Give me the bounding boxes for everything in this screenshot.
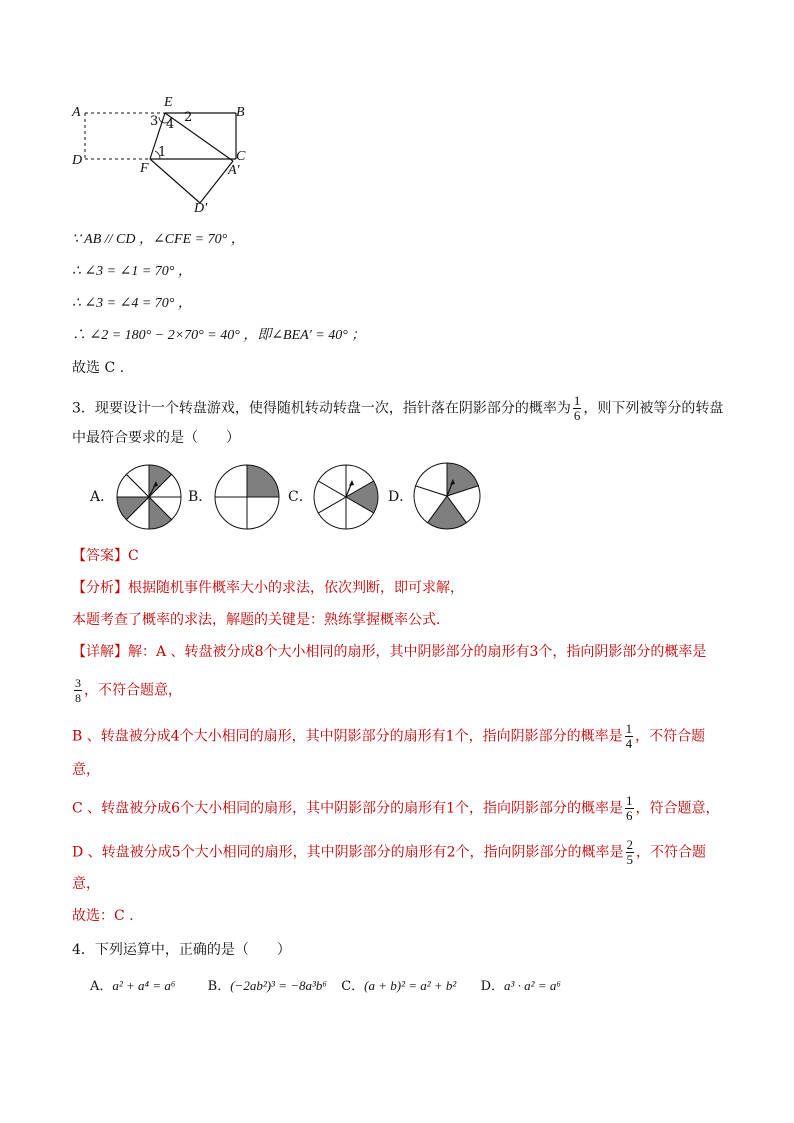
detail-b-frac-den: 4 [625, 736, 633, 751]
q4-option-B-label: B． [207, 979, 231, 994]
label-B: B [236, 105, 245, 120]
detail-c-frac-num: 1 [626, 793, 633, 808]
q4-option-C-label: C． [341, 979, 365, 994]
q3-final: 故选：C . [72, 908, 134, 924]
detail-a-2: 个大小相同的扇形，其中阴影部分的扇形有 [263, 644, 530, 660]
detail-c-m: 1 [446, 800, 456, 817]
angle-4-label: 4 [166, 117, 175, 132]
detail-c-4: ，符合题意， [635, 800, 720, 817]
option-C-label: C． [288, 489, 313, 505]
detail-b-4: ，不符合题 [635, 728, 706, 745]
q3-detail-D-2: 意， [72, 876, 100, 892]
answer-tag: 【答案】 [72, 548, 128, 564]
detail-a-fraction [74, 676, 82, 705]
q3-frac-num: 1 [573, 393, 581, 408]
q3-answer [72, 546, 139, 566]
spinner-A [116, 464, 182, 534]
detail-b-n: 4 [170, 728, 180, 745]
label-C: C [236, 149, 246, 164]
proof-line-2: ∴ ∠3 = ∠1 = 70° ， [72, 264, 192, 279]
detail-d-fraction [626, 838, 635, 867]
q4-stem: 4．下列运算中，正确的是（ ） [72, 942, 291, 958]
label-D: D [72, 153, 83, 168]
angle-3-label: 3 [150, 114, 159, 129]
detail-b-frac-num: 1 [625, 721, 633, 736]
q3-detail-D [72, 838, 706, 867]
spinner-B [214, 464, 280, 534]
detail-b-2: 个大小相同的扇形，其中阴影部分的扇形有 [179, 728, 446, 745]
q3-detail-B-2: 意， [72, 762, 100, 778]
option-B-label: B． [188, 489, 213, 505]
label-A: A [72, 105, 81, 120]
angle-1-label: 1 [158, 145, 167, 160]
q3-frac-den: 6 [573, 408, 581, 423]
detail-c-1: C 、转盘被分成 [72, 800, 172, 817]
detail-d-3: 个，指向阴影部分的概率是 [455, 844, 624, 861]
q4-option-A: a² + a⁴ = a⁶ [112, 978, 176, 993]
q4-option-D: a³ · a² = a⁶ [504, 978, 561, 993]
spinner-C [313, 464, 379, 534]
q3-detail-A [72, 642, 706, 662]
geometry-figure [70, 95, 260, 220]
spinner-D [413, 462, 481, 534]
proof-line-3: ∴ ∠3 = ∠4 = 70° ， [72, 296, 192, 311]
detail-b-m: 1 [445, 728, 455, 745]
detail-b-1: B 、转盘被分成 [72, 728, 171, 745]
detail-d-4: ，不符合题 [636, 844, 707, 861]
detail-b-3: 个，指向阴影部分的概率是 [454, 728, 623, 745]
proof-line-4: ∴ ∠2 = 180° − 2×70° = 40° ，即∠BEA′ = 40° ； [72, 328, 366, 343]
detail-c-fraction [625, 794, 634, 823]
detail-b-fraction [625, 722, 634, 751]
detail-d-1: D 、转盘被分成 [72, 844, 172, 861]
option-D-label: D． [388, 489, 414, 505]
detail-tag: 【详解】 [72, 644, 128, 660]
proof-conclusion: 故选 C . [72, 360, 125, 376]
q4-option-C: (a + b)² = a² + b² [364, 978, 457, 993]
option-A-label: A． [90, 489, 115, 505]
label-D-prime: D′ [194, 201, 208, 216]
detail-d-frac-den: 5 [626, 852, 634, 867]
detail-d-m: 2 [446, 844, 456, 861]
detail-c-2: 个大小相同的扇形，其中阴影部分的扇形有 [180, 800, 447, 817]
analysis-tag: 【分析】 [72, 580, 128, 596]
label-F: F [140, 161, 149, 176]
q3-stem-line2: 中最符合要求的是（ ） [72, 430, 240, 446]
q4-options [90, 976, 561, 997]
detail-a-3: 个，指向阴影部分的概率是 [538, 644, 707, 660]
detail-a-frac-den: 8 [75, 691, 81, 705]
detail-c-3: 个，指向阴影部分的概率是 [455, 800, 624, 817]
q3-analysis [72, 578, 464, 598]
detail-a-m: 3 [529, 644, 539, 660]
detail-a-n: 8 [254, 644, 264, 660]
analysis-text: 根据随机事件概率大小的求法，依次判断，即可求解， [128, 580, 464, 596]
proof-line-1: ∵ AB // CD ，∠CFE = 70° ， [72, 232, 245, 247]
detail-a-frac-num: 3 [75, 676, 81, 690]
angle-2-label: 2 [184, 110, 193, 125]
answer-value: C [128, 548, 139, 564]
detail-d-n: 5 [171, 844, 181, 861]
q3-analysis-2: 本题考查了概率的求法，解题的关键是：熟练掌握概率公式． [72, 612, 450, 628]
q3-stem [72, 394, 723, 423]
detail-a-4: ，不符合题意， [84, 682, 182, 699]
q3-stem-text-2: ，则下列被等分的转盘 [583, 400, 724, 417]
detail-d-2: 个大小相同的扇形，其中阴影部分的扇形有 [180, 844, 447, 861]
detail-d-frac-num: 2 [626, 837, 634, 852]
q3-fraction [573, 394, 582, 423]
q3-detail-C [72, 794, 720, 823]
q4-option-A-label: A． [90, 979, 113, 994]
detail-a-1: 解：A 、转盘被分成 [128, 644, 255, 660]
detail-c-frac-den: 6 [626, 808, 633, 823]
label-A-prime: A′ [228, 163, 240, 178]
q4-option-D-label: D． [480, 979, 505, 994]
q3-detail-B [72, 722, 705, 751]
q3-detail-A-2 [72, 676, 182, 705]
q3-stem-text: 3．现要设计一个转盘游戏，使得随机转动转盘一次，指针落在阴影部分的概率为 [72, 400, 571, 417]
label-E: E [164, 95, 173, 110]
q4-option-B: (−2ab²)³ = −8a³b⁶ [230, 978, 327, 993]
detail-c-n: 6 [171, 800, 181, 817]
